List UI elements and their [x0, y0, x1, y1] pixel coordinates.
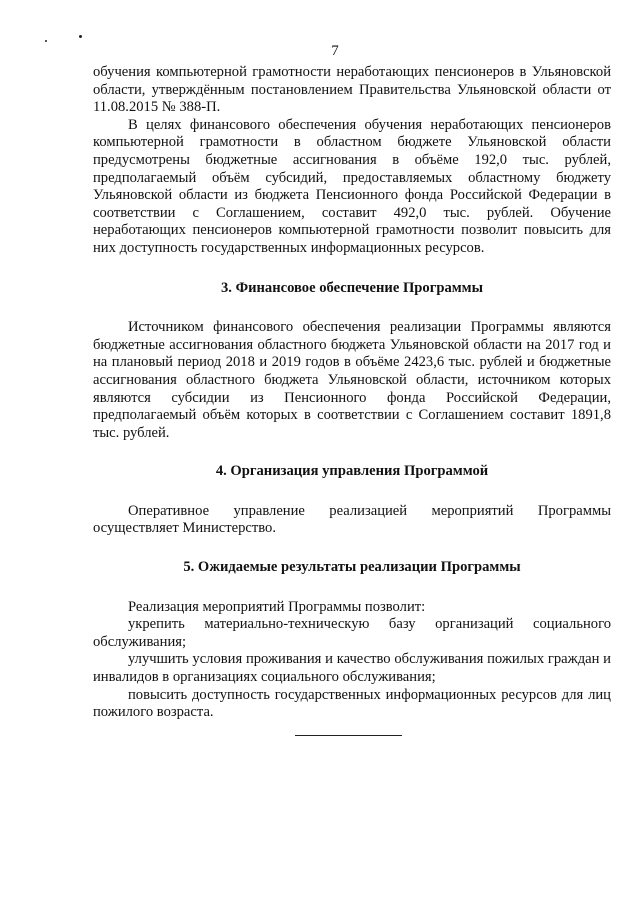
paragraph-management: Оперативное управление реализацией мероприятий Программы осуществляет Министерство. [93, 502, 611, 537]
section-heading-financing: 3. Финансовое обеспечение Программы [220, 279, 484, 296]
section-heading-management: 4. Организация управления Программой [215, 463, 489, 480]
list-item-result: улучшить условия проживания и качество обслуживания пожилых граждан и инвалидов в организациях социального обслуживания; [93, 651, 611, 686]
paragraph-continuation: обучения компьютерной грамотности неработающих пенсионеров в Ульяновской области, утверждённым постановлением Правительства Ульяновской области от 11.08.2015 № 388-П. [93, 64, 611, 116]
paragraph-financing-sources: Источником финансового обеспечения реализации Программы являются бюджетные ассигнования областного бюджета Ульяновской области на 2017 год и на плановый период 2018 и 2019 годов в объёме 2423,6 тыс. рублей и бюджетные ассигнования областного бюджета Ульяновской области, источником которых являются субсидии из Пенсионного фонда Российской Федерации, предполагаемый объём которых в соответствии с Соглашением составит 1891,8 тыс. рублей. [93, 319, 611, 441]
paragraph-financing-training: В целях финансового обеспечения обучения неработающих пенсионеров компьютерной грамотности в областном бюджете Ульяновской области предусмотрены бюджетные ассигнования в объёме 192,0 тыс. рублей, предполагаемый объём субсидий, предоставляемых областному бюджету Ульяновской области из бюджета Пенсионного фонда Российской Федерации в соответствии с Соглашением, составит 492,0 тыс. рублей. Обучение неработающих пенсионеров компьютерной грамотности позволит повысить для них доступность государственных информационных ресурсов. [93, 116, 611, 256]
scan-speck [79, 35, 82, 38]
end-rule [295, 735, 402, 736]
document-body [93, 64, 611, 722]
section-heading-results: 5. Ожидаемые результаты реализации Программы [183, 559, 521, 576]
paragraph-results-intro: Реализация мероприятий Программы позволит: [128, 598, 426, 615]
scan-speck [45, 40, 47, 42]
page-number: 7 [331, 43, 339, 59]
list-item-result: повысить доступность государственных информационных ресурсов для лиц пожилого возраста. [93, 686, 611, 721]
list-item-result: укрепить материально-техническую базу организаций социального обслуживания; [93, 616, 611, 650]
